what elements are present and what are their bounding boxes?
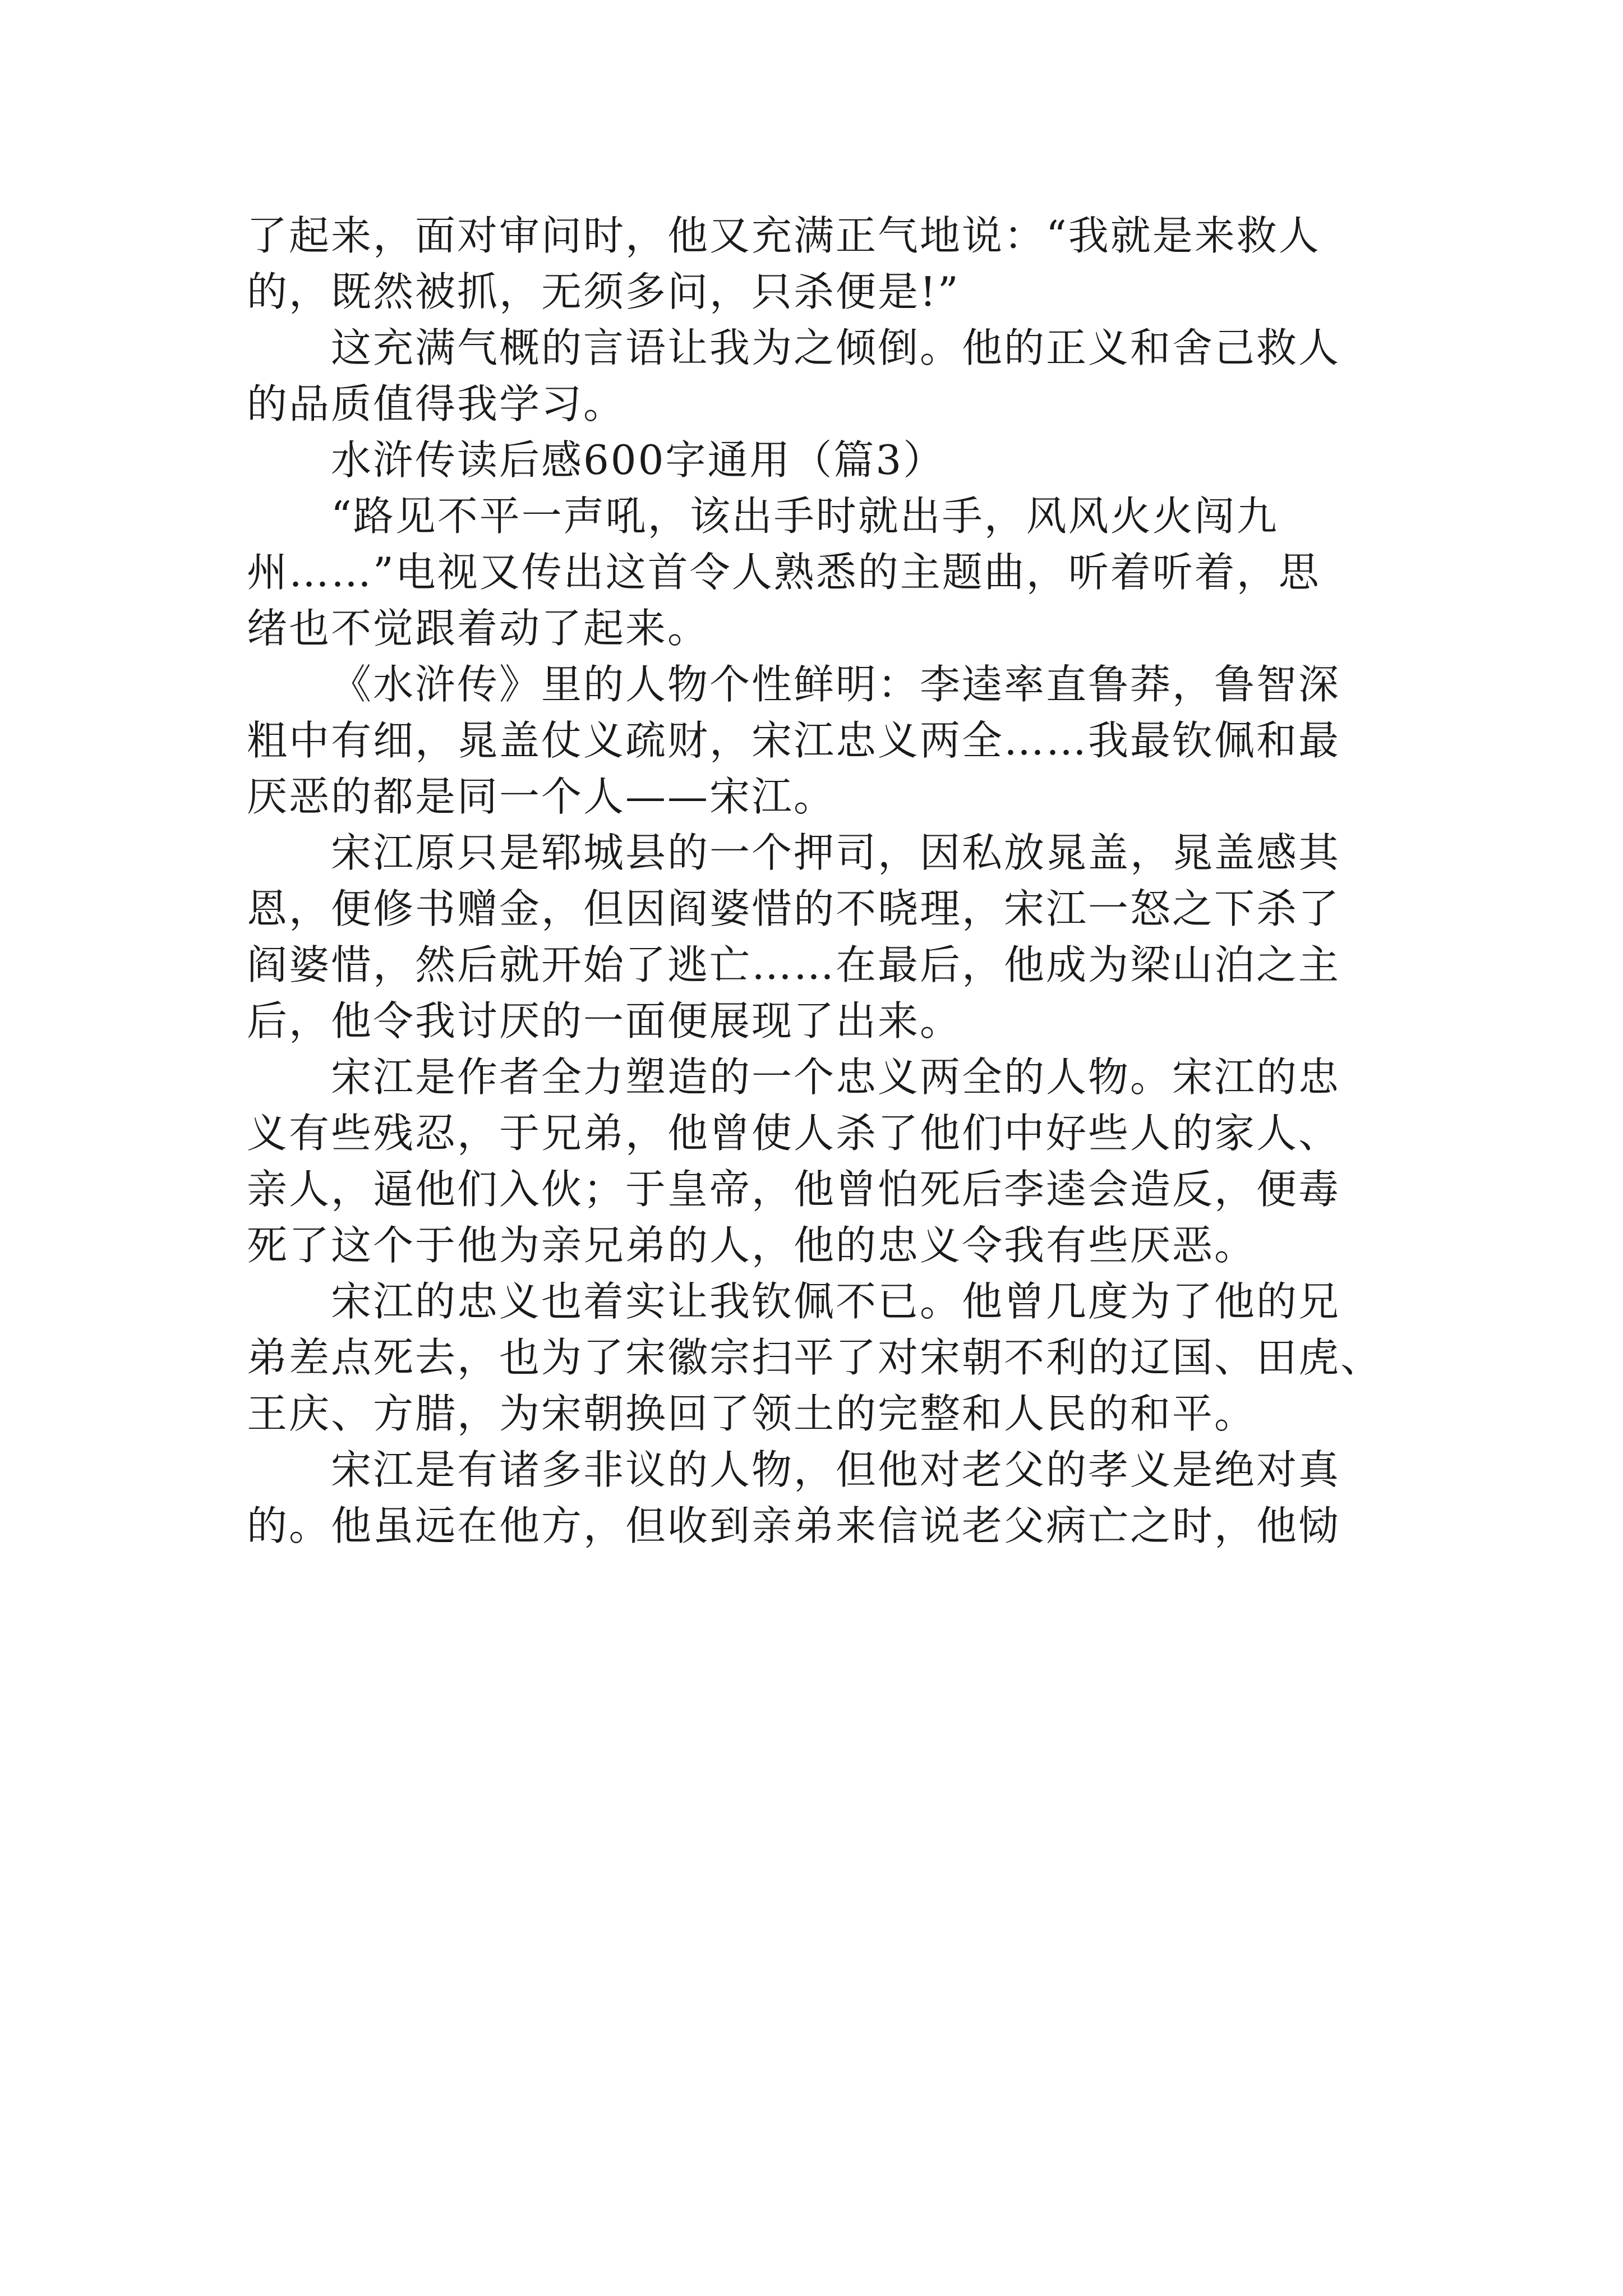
text-line: 王庆、方腊，为宋朝换回了领土的完整和人民的和平。: [247, 1390, 1257, 1437]
text-line: 亲人，逼他们入伙；于皇帝，他曾怕死后李逵会造反，便毒: [247, 1166, 1341, 1213]
text-line: 宋江是有诸多非议的人物，但他对老父的孝义是绝对真: [331, 1446, 1341, 1493]
text-line: 宋江原只是郓城县的一个押司，因私放晁盖，晁盖感其: [331, 829, 1341, 876]
text-line: 弟差点死去，也为了宋徽宗扫平了对宋朝不利的辽国、田虎、: [247, 1334, 1383, 1381]
text-line: 粗中有细，晁盖仗义疏财，宋江忠义两全……我最钦佩和最: [247, 717, 1341, 764]
text-line: 宋江是作者全力塑造的一个忠义两全的人物。宋江的忠: [331, 1053, 1341, 1101]
document-body: [247, 208, 1391, 1554]
text-line: 宋江的忠义也着实让我钦佩不已。他曾几度为了他的兄: [331, 1278, 1341, 1325]
text-line: 后，他令我讨厌的一面便展现了出来。: [247, 997, 962, 1045]
text-line: “路见不平一声吼，该出手时就出手，风风火火闯九: [331, 493, 1279, 540]
text-line: 厌恶的都是同一个人——宋江。: [247, 773, 836, 820]
section-heading: 水浒传读后感600字通用（篇3）: [331, 436, 946, 484]
text-line: 的。他虽远在他方，但收到亲弟来信说老父病亡之时，他恸: [247, 1502, 1341, 1549]
text-line: 阎婆惜，然后就开始了逃亡……在最后，他成为梁山泊之主: [247, 941, 1341, 988]
text-line: 的，既然被抓，无须多问，只杀便是!”: [247, 268, 960, 315]
text-line: 恩，便修书赠金，但因阎婆惜的不晓理，宋江一怒之下杀了: [247, 885, 1341, 932]
text-line: 义有些残忍，于兄弟，他曾使人杀了他们中好些人的家人、: [247, 1110, 1341, 1157]
text-line: 州……”电视又传出这首令人熟悉的主题曲，听着听着，思: [247, 549, 1321, 596]
text-line: 绪也不觉跟着动了起来。: [247, 605, 710, 652]
text-line: 死了这个于他为亲兄弟的人，他的忠义令我有些厌恶。: [247, 1222, 1257, 1269]
text-line: 《水浒传》里的人物个性鲜明：李逵率直鲁莽，鲁智深: [331, 661, 1341, 708]
text-line: 了起来，面对审问时，他又充满正气地说：“我就是来救人: [247, 212, 1321, 259]
text-line: 这充满气概的言语让我为之倾倒。他的正义和舍己救人: [331, 324, 1341, 371]
text-line: 的品质值得我学习。: [247, 380, 626, 427]
